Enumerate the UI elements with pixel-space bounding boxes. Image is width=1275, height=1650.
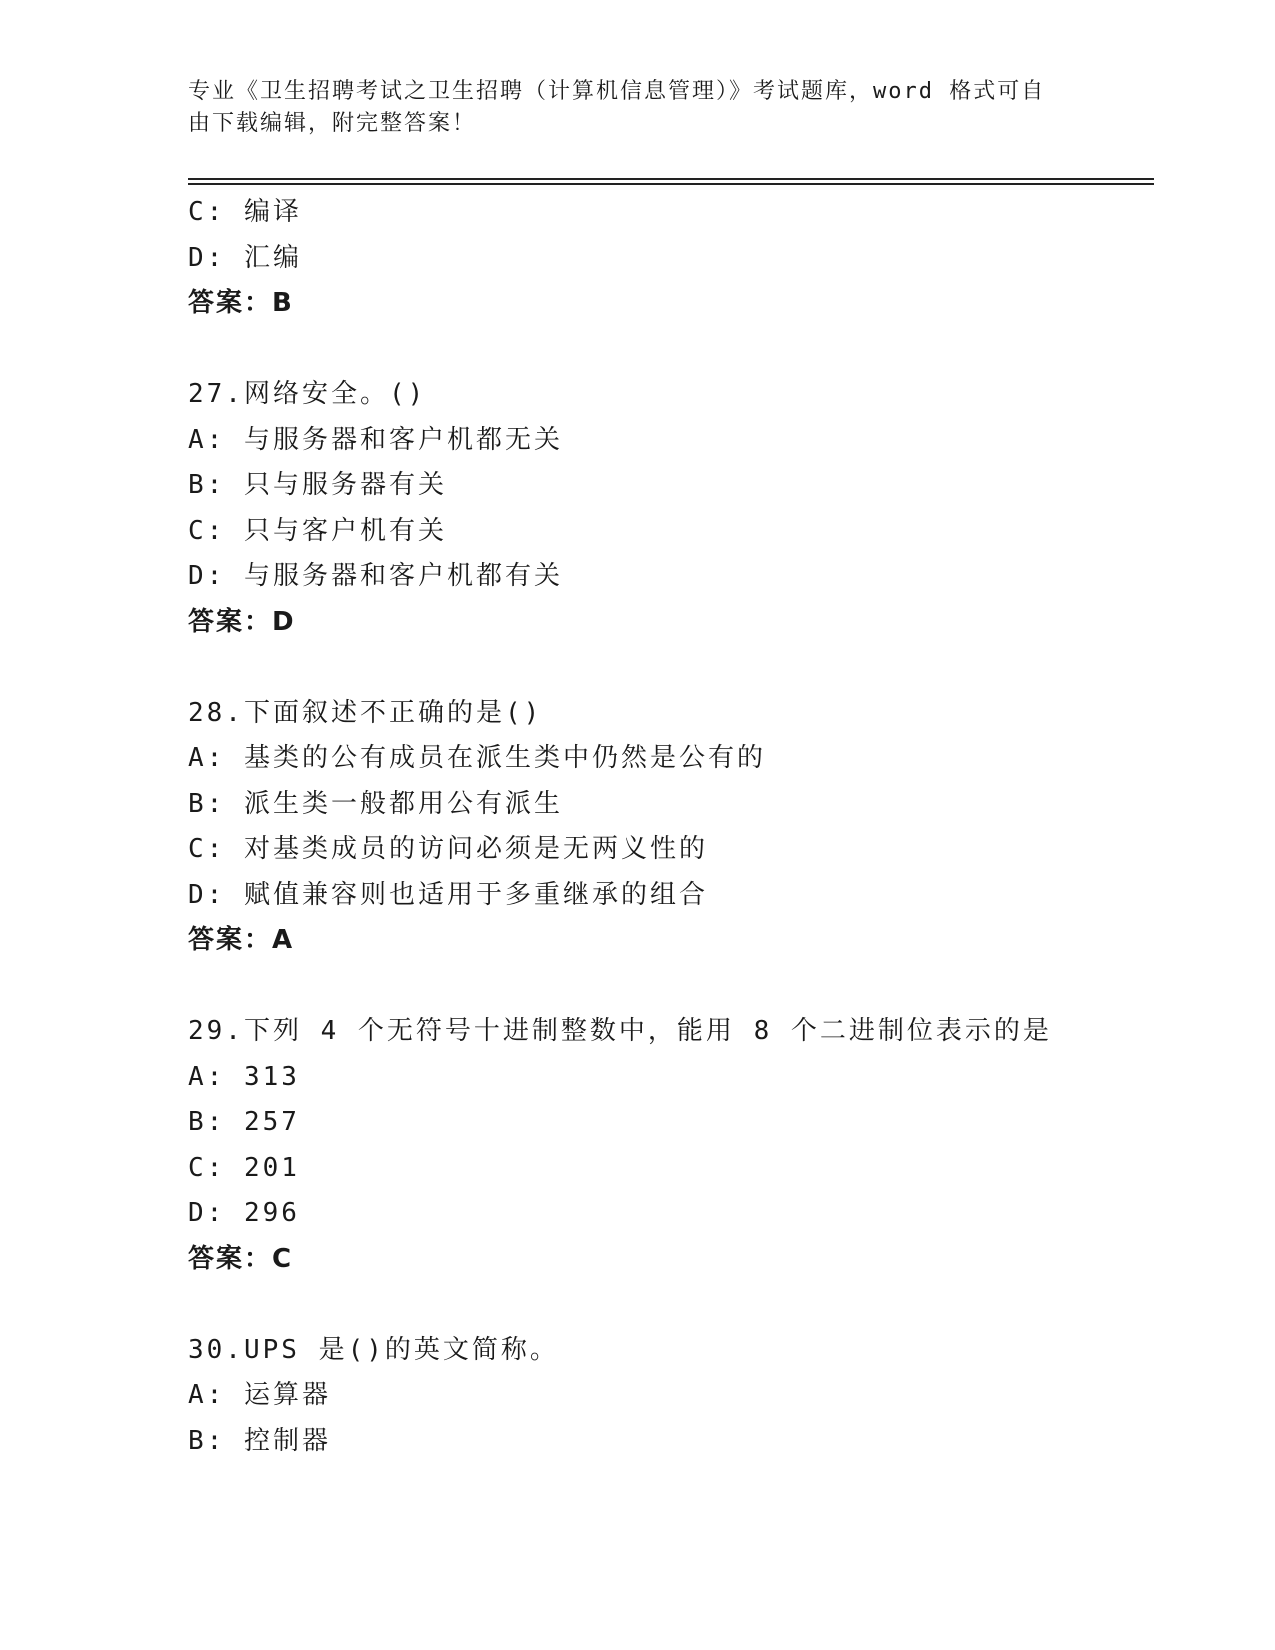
answer-line: 答案：A xyxy=(188,925,295,955)
question-list xyxy=(188,190,1148,1464)
header-divider-top xyxy=(188,178,1154,180)
option-line: B: 257 xyxy=(188,1107,300,1137)
question-line: 27.网络安全。() xyxy=(188,379,427,409)
option-line: C: 对基类成员的访问必须是无两义性的 xyxy=(188,834,708,864)
option-line: A: 基类的公有成员在派生类中仍然是公有的 xyxy=(188,743,766,773)
option-line: B: 控制器 xyxy=(188,1425,331,1456)
option-line: B: 只与服务器有关 xyxy=(188,470,447,500)
option-line: A: 运算器 xyxy=(188,1380,331,1410)
answer-line: 答案：C xyxy=(188,1243,294,1274)
option-line: C: 201 xyxy=(188,1152,300,1183)
option-line: D: 与服务器和客户机都有关 xyxy=(188,561,563,591)
option-line: D: 赋值兼容则也适用于多重继承的组合 xyxy=(188,879,708,910)
option-line: C: 只与客户机有关 xyxy=(188,515,447,546)
answer-line: 答案：D xyxy=(188,606,296,637)
header-divider-bottom xyxy=(188,183,1154,185)
option-line: D: 汇编 xyxy=(188,242,302,273)
question-line: 28.下面叙述不正确的是() xyxy=(188,697,543,728)
option-line: C: 编译 xyxy=(188,197,302,227)
document-header: 专业《卫生招聘考试之卫生招聘（计算机信息管理）》考试题库，word 格式可自由下载编辑，附完整答案！ xyxy=(188,79,1046,136)
question-line: 29.下列 4 个无符号十进制整数中，能用 8 个二进制位表示的是 xyxy=(188,1016,1052,1046)
answer-line: 答案：B xyxy=(188,288,294,318)
option-line: A: 与服务器和客户机都无关 xyxy=(188,424,563,455)
question-line: 30.UPS 是()的英文简称。 xyxy=(188,1334,559,1365)
option-line: D: 296 xyxy=(188,1198,300,1228)
option-line: A: 313 xyxy=(188,1061,300,1092)
option-line: B: 派生类一般都用公有派生 xyxy=(188,788,563,819)
